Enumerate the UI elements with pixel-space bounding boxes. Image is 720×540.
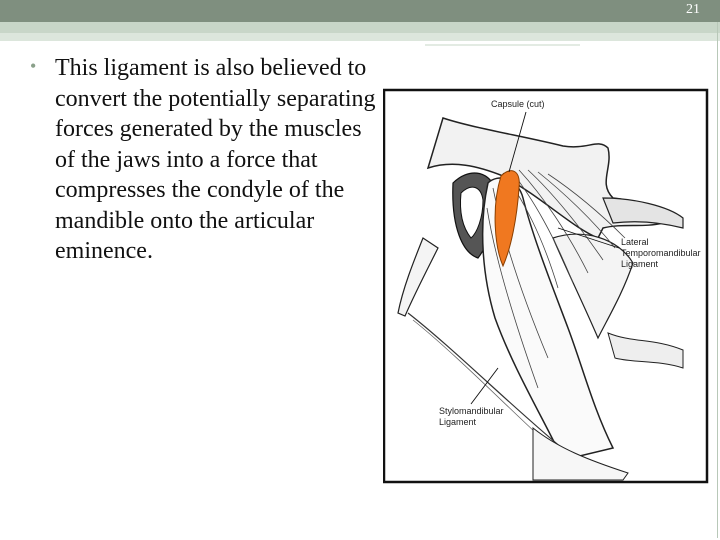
bullet-marker: • (30, 56, 37, 76)
bullet-list (30, 53, 380, 267)
bullet-text: This ligament is also believed to convert the potentially separating forces generated by the muscles of the jaws into a force that compresses the condyle of the mandible onto the articular eminence. (55, 55, 376, 264)
label-ltm-1: Lateral (621, 237, 649, 247)
label-stylomandibular-1: Stylomandibular (439, 406, 504, 416)
slide-number: 21 (686, 2, 700, 17)
label-ltm-3: Ligament (621, 259, 659, 269)
label-stylomandibular-2: Ligament (439, 417, 477, 427)
tmj-ligament-figure (383, 88, 710, 484)
label-ltm-2: Temporomandibular (621, 248, 701, 258)
header-accent-line (425, 44, 580, 46)
header-bar-lighter (0, 33, 720, 41)
header-bar-light (0, 22, 720, 33)
label-capsule: Capsule (cut) (491, 99, 545, 109)
slide-header-decoration (0, 0, 720, 50)
header-bar-dark (0, 0, 720, 22)
tmj-illustration (383, 88, 710, 484)
slide-right-border (717, 22, 718, 538)
